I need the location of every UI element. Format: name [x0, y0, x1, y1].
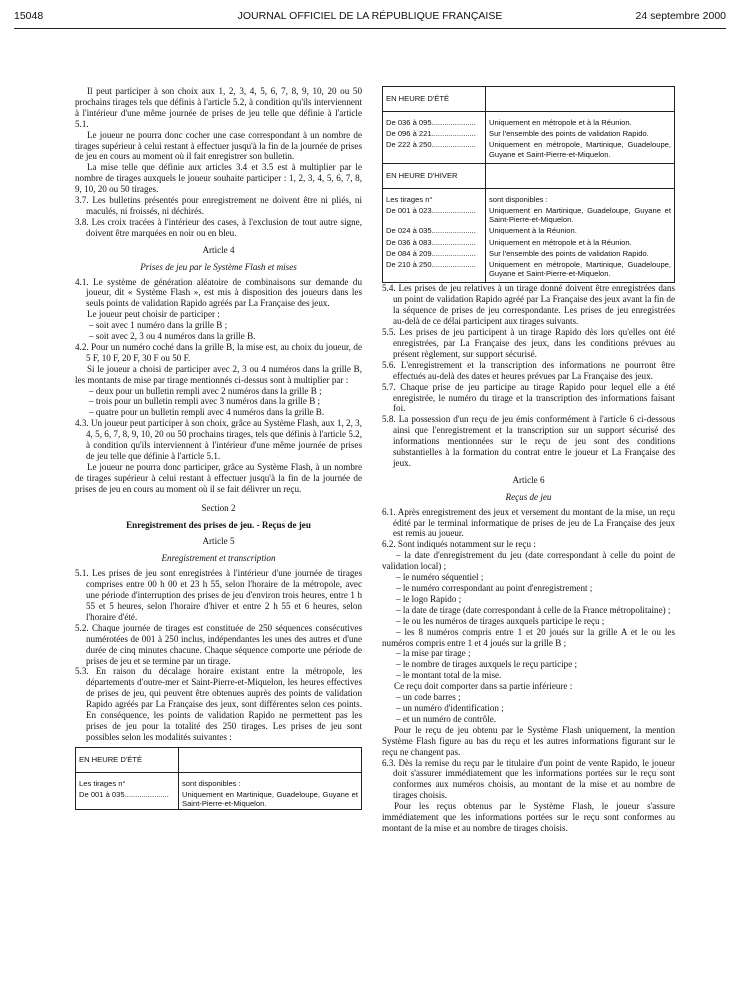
- list-item: – quatre pour un bulletin rempli avec 4 numéros dans la grille B.: [89, 407, 325, 418]
- table-row: De 036 à 083..................... Uniquement en métropole et à la Réunion.: [383, 237, 674, 248]
- article-title: Prises de jeu par le Système Flash et mises: [140, 261, 297, 272]
- article-4-2: 4.2. Pour un numéro coché dans la grille B, la mise est, au choix du joueur, de 5 F, 10 F, 20 F, 30 F ou 50 F.: [75, 341, 362, 363]
- list-item: – le montant total de la mise.: [396, 670, 502, 681]
- list-item: – le ou les numéros de tirages auxquels participe le reçu ;: [396, 615, 605, 626]
- list-item: – soit avec 2, 3 ou 4 numéros dans la grille B.: [89, 331, 256, 342]
- list-item: – les 8 numéros compris entre 1 et 20 joués sur la grille A et le ou les numéros compris entre 1 et 4 joués sur la grille B ;: [382, 626, 675, 648]
- paragraph: La mise telle que définie aux articles 3.4 et 3.5 est à multiplier par le nombre de tirages auxquels le joueur souhaite participer : 1, 2, 3, 4, 5, 6, 7, 8, 9, 10, 20 ou 50 tirages.: [75, 162, 362, 195]
- list-item: – le logo Rapido ;: [396, 593, 462, 604]
- article-heading: Article 6: [512, 474, 545, 485]
- article-4-3: 4.3. Un joueur peut participer à son choix, grâce au Système Flash, aux 1, 2, 3, 4, 5, 6, 7, 8, 9, 10, 20 ou 50 prochains tirages, tels que définis à l'article 5.2, à condition qu'ils interviennent à l'intérieur d'une même journée de prises de jeu telle que définie à l'article 5.1.: [75, 418, 362, 461]
- list-item: – deux pour un bulletin rempli avec 2 numéros dans la grille B ;: [89, 385, 322, 396]
- list-item: – la date d'enregistrement du jeu (date correspondant à celle du point de validation local) ;: [382, 550, 675, 572]
- paragraph: Le joueur ne pourra donc participer, grâce au Système Flash, à un nombre de tirages supérieur à celui restant à effectuer jusqu'à la fin de la journée de prises de jeu en cours au moment où il se fait délivrer un reçu.: [75, 461, 362, 494]
- schedule-table-summer-start: [75, 747, 362, 811]
- list-item: – soit avec 1 numéro dans la grille B ;: [89, 320, 228, 331]
- paragraph: Le joueur peut choisir de participer :: [87, 309, 220, 320]
- article-6-2: 6.2. Sont indiqués notamment sur le reçu :: [382, 539, 536, 550]
- article-3-8: 3.8. Les croix tracées à l'intérieur des cases, à l'exclusion de tout autre signe, doivent être marquées en noir ou en bleu.: [75, 216, 362, 238]
- article-5-5: 5.5. Les prises de jeu participent à un tirage Rapido dès lors qu'elles ont été enregistrées, par La Française des jeux, dans les conditions prévues au présent règlement, sur support sécurisé.: [382, 327, 675, 359]
- table-row: De 210 à 250..................... Uniquement en métropole, Martinique, Guadeloupe, Guyane et Saint-Pierre-et-Miquelon.: [383, 259, 674, 282]
- list-item: – un numéro d'identification ;: [396, 702, 504, 713]
- article-5-1: 5.1. Les prises de jeu sont enregistrées à l'intérieur d'une journée de tirages comprises entre 00 h 00 et 23 h 55, selon l'horaire de la métropole, avec une période d'interruption des prises de jeu d'environ trois heures, entre 1 h 55 et 5 heures, selon l'horaire d'hiver et entre 2 h 55 et 6 heures, selon l'horaire d'été.: [75, 568, 362, 622]
- table-row: De 001 à 023..................... Uniquement en Martinique, Guadeloupe, Guyane et Saint-Pierre-et-Miquelon.: [383, 205, 674, 225]
- list-item: – et un numéro de contrôle.: [396, 713, 497, 724]
- article-4-1: 4.1. Le système de génération aléatoire de combinaisons sur demande du joueur, dit « Système Flash », est mis à disposition des joueurs dans les seuls points de validation Rapido agréés par La Française des jeux.: [75, 276, 362, 309]
- table-row: Les tirages n° sont disponibles :: [76, 772, 361, 789]
- table-row: Les tirages n° sont disponibles :: [383, 188, 674, 205]
- list-item: – le nombre de tirages auxquels le reçu participe ;: [396, 659, 578, 670]
- table-row: De 084 à 209..................... Sur l'ensemble des points de validation Rapido.: [383, 248, 674, 259]
- article-5-4: 5.4. Les prises de jeu relatives à un tirage donné doivent être enregistrées dans un point de validation Rapido agréé par La Française des jeux avant la fin de la séquence de prises de jeu correspondante. Les prises de jeu enregistrées au-delà de ce délai participent aux tirages suivants.: [382, 283, 675, 327]
- list-item: – un code barres ;: [396, 692, 461, 703]
- table-row: De 222 à 250..................... Uniquement en métropole, Martinique, Guadeloupe, Guyane et Saint-Pierre-et-Miquelon.: [383, 139, 674, 162]
- article-5-2: 5.2. Chaque journée de tirages est constituée de 250 séquences consécutives numérotées de 001 à 250 inclus, indépendantes les unes des autres et d'une durée de cinq minutes chacune. Chaque séquence comporte une période de prises de jeu et se termine par un tirage.: [75, 622, 362, 666]
- list-item: – le numéro correspondant au point d'enregistrement ;: [396, 583, 593, 593]
- article-heading: Article 4: [202, 244, 235, 255]
- table-header: EN HEURE D'HIVER: [383, 164, 486, 189]
- paragraph: Si le joueur a choisi de participer avec 2, 3 ou 4 numéros dans la grille B, les montants de mise par tirage mentionnés ci-dessus sont à multiplier par :: [75, 363, 362, 385]
- schedule-table-summer: [382, 86, 675, 164]
- paragraph: Il peut participer à son choix aux 1, 2, 3, 4, 5, 6, 7, 8, 9, 10, 20 ou 50 prochains tirages tels que définis à l'article 5.2, à condition qu'ils interviennent à l'intérieur d'une même journée de prises de jeu telle que définie à l'article 5.1.: [75, 86, 362, 129]
- section-title: Enregistrement des prises de jeu. - Reçus de jeu: [126, 519, 311, 530]
- article-5-7: 5.7. Chaque prise de jeu participe au tirage Rapido pour lequel elle a été enregistrée, le numéro du tirage et la transcription des informations faisant foi.: [382, 381, 675, 414]
- table-row: De 024 à 035..................... Uniquement à la Réunion.: [383, 225, 674, 236]
- article-3-7: 3.7. Les bulletins présentés pour enregistrement ne doivent être ni pliés, ni maculés, ni froissés, ni déchirés.: [75, 195, 362, 216]
- list-item: – trois pour un bulletin rempli avec 3 numéros dans la grille B ;: [89, 396, 321, 407]
- issue-date: 24 septembre 2000: [635, 10, 726, 22]
- article-5-3: 5.3. En raison du décalage horaire existant entre la métropole, les départements d'outre-mer et Saint-Pierre-et-Miquelon, les heures effectives de prises de jeu, qui peuvent être obtenues auprès des points de validation Rapido agréés par La Française des jeux, sont différentes selon ces points. En conséquence, les points de validation Rapido ne permettent pas les prises de jeu pour la totalité des 250 tirages. Les prises de jeu sont possibles selon les modalités suivantes :: [75, 666, 362, 742]
- article-6-3: 6.3. Dès la remise du reçu par le titulaire d'un point de vente Rapido, le joueur doit s'assurer immédiatement que les informations portées sur le reçu sont conformes aux numéros choisis, au montant de la mise et au nombre de tirages choisis.: [382, 757, 675, 801]
- table-header: EN HEURE D'ÉTÉ: [76, 748, 179, 773]
- page-number: 15048: [14, 10, 44, 22]
- article-5-8: 5.8. La possession d'un reçu de jeu émis conformément à l'article 6 ci-dessous ainsi que l'enregistrement et la transcription sur un support sécurisé des informations mentionnées sur le reçu de jeu sont des conditions substantielles à la formation du contrat entre le joueur et La Française des jeux.: [382, 414, 675, 468]
- list-item: – la date de tirage (date correspondant à celle de la France métropolitaine) ;: [396, 604, 671, 615]
- article-6-1: 6.1. Après enregistrement des jeux et versement du montant de la mise, un reçu édité par le terminal informatique de prises de jeu de La Française des jeux est remis au joueur.: [382, 506, 675, 539]
- schedule-table-winter: [382, 164, 675, 284]
- paragraph: Pour les reçus obtenus par le Système Flash, le joueur s'assure immédiatement que les informations portées sur le reçu sont conformes au montant de la mise et au nombre de tirages choisis.: [382, 801, 675, 833]
- article-heading: Article 5: [202, 536, 235, 547]
- article-title: Enregistrement et transcription: [161, 553, 276, 564]
- page-header: [14, 10, 726, 24]
- table-row: De 036 à 095..................... Uniquement en métropole et à la Réunion.: [383, 112, 674, 129]
- header-rule: [14, 28, 726, 29]
- list-item: – la mise par tirage ;: [396, 648, 471, 659]
- left-column: [75, 86, 362, 810]
- article-title: Reçus de jeu: [505, 491, 552, 502]
- paragraph: Ce reçu doit comporter dans sa partie inférieure :: [394, 681, 573, 692]
- table-row: De 096 à 221..................... Sur l'ensemble des points de validation Rapido.: [383, 128, 674, 139]
- right-column: [382, 86, 675, 834]
- paragraph: Le joueur ne pourra donc cocher une case correspondant à un nombre de tirages supérieur à celui restant à effectuer jusqu'à la fin de la journée de prises de jeu en cours au moment où il fait enregistrer son bulletin.: [75, 129, 362, 162]
- table-header: EN HEURE D'ÉTÉ: [383, 87, 486, 112]
- list-item: – le numéro séquentiel ;: [396, 572, 484, 583]
- paragraph: Pour le reçu de jeu obtenu par le Système Flash uniquement, la mention Système Flash figure au bas du reçu et les autres informations figurant sur le reçu ne changent pas.: [382, 724, 675, 757]
- article-5-6: 5.6. L'enregistrement et la transcription des informations ne pourront être effectués au-delà des dates et heures prévues par La Française des jeux.: [382, 359, 675, 381]
- table-row: De 001 à 035..................... Uniquement en Martinique, Guadeloupe, Guyane et Saint-Pierre-et-Miquelon.: [76, 789, 361, 809]
- section-heading: Section 2: [201, 502, 236, 513]
- journal-title: JOURNAL OFFICIEL DE LA RÉPUBLIQUE FRANÇAISE: [237, 10, 503, 22]
